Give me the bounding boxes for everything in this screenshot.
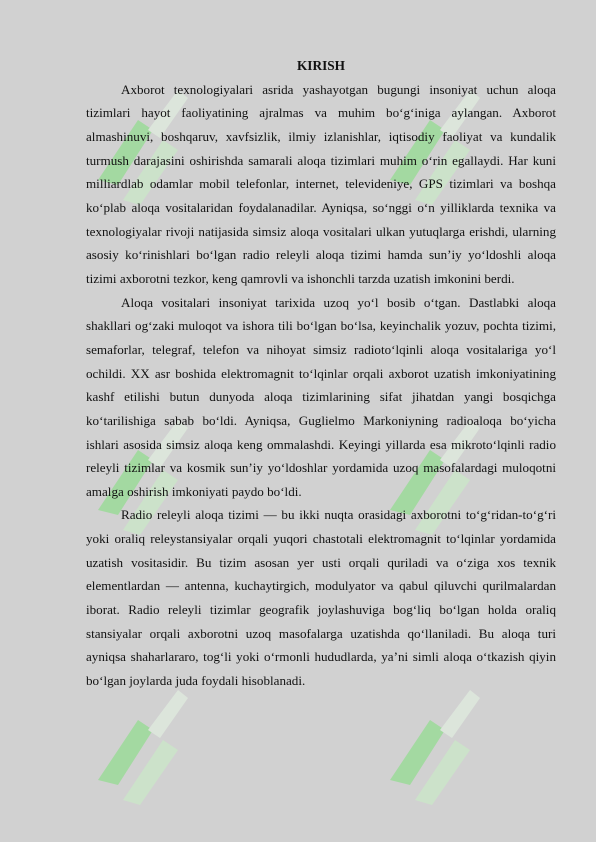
document-body: [86, 54, 556, 693]
paragraph-2: Aloqa vositalari insoniyat tarixida uzoq yo‘l bosib o‘tgan. Dastlabki aloqa shakllari og‘zaki muloqot va ishora tili bo‘lgan bo‘lsa, keyinchalik yozuv, pochta tizimi, semaforlar, telegraf, telefon va nihoyat simsiz radioto‘lqinli aloqa vositalariga yo‘l ochildi. XX asr boshida elektromagnit to‘lqinlar orqali axborot uzatish imkoniyatining kashf etilishi butun dunyoda aloqa tizimlarining sifat jihatdan yangi bosqichga ko‘tarilishiga sabab bo‘ldi. Ayniqsa, Guglielmo Markoniyning radioaloqa bo‘yicha ishlari asosida simsiz aloqa keng ommalashdi. Keyingi yillarda esa mikroto‘lqinli radio releyli tizimlar va kosmik sun’iy yo‘ldoshlar yordamida uzoq masofalardagi muloqotni amalga oshirish imkoniyati paydo bo‘ldi.: [86, 294, 556, 499]
paragraph-3: Radio releyli aloqa tizimi — bu ikki nuqta orasidagi axborotni to‘g‘ridan-to‘g‘ri yoki oraliq releystansiyalar orqali yuqori chastotali elektromagnit to‘lqinlar yordamida uzatish vositasidir. Bu tizim asosan yer usti orqali quriladi va o‘ziga xos texnik elementlardan — antenna, kuchaytirgich, modulyator va qabul qiluvchi qurilmalardan iborat. Radio releyli tizimlar geografik joylashuviga bog‘liq bo‘lgan holda oraliq stansiyalar orqali axborotni uzoq masofalarga uzatishda qo‘llaniladi. Bu aloqa turi ayniqsa shaharlararo, tog‘li yoki o‘rmonli hududlarda, ya’ni simli aloqa o‘tkazish qiyin bo‘lgan joylarda juda foydali hisoblanadi.: [86, 507, 556, 689]
page-title: KIRISH: [296, 58, 346, 73]
paragraph-1: Axborot texnologiyalari asrida yashayotgan bugungi insoniyat uchun aloqa tizimlari hayot faoliyatining ajralmas va muhim bo‘g‘iniga aylangan. Axborot almashinuvi, boshqaruv, xavfsizlik, ilmiy izlanishlar, iqtisodiy faoliyat va kundalik turmush darajasini oshirishda samarali aloqa tizimlari muhim o‘rin egallaydi. Har kuni milliardlab odamlar mobil telefonlar, internet, televideniye, GPS tizimlari va boshqa ko‘plab aloqa vositalaridan foydalanadilar. Ayniqsa, so‘nggi o‘n yilliklarda texnika va texnologiyalar rivoji natijasida simsiz aloqa vositalari ulkan yutuqlarga erishdi, ularning asosiy ko‘rinishlari bo‘lgan radio releyli aloqa tizimi hamda sun’iy yo‘ldoshli aloqa tizimi axborotni tezkor, keng qamrovli va ishonchli tarzda uzatish imkonini berdi.: [86, 81, 556, 286]
